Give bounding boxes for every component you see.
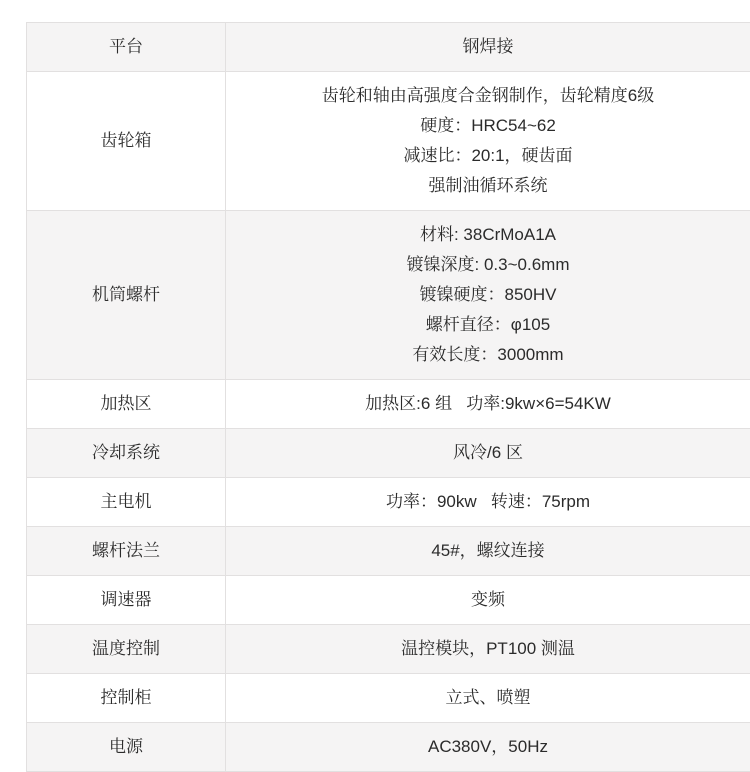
value-line: AC380V，50Hz [232,732,744,762]
value-line: 45#，螺纹连接 [232,536,744,566]
table-row [27,527,750,576]
row-label: 调速器 [27,576,226,625]
value-line: 变频 [232,585,744,615]
table-row [27,380,750,429]
row-value [226,429,750,478]
row-value [226,576,750,625]
value-line: 立式、喷塑 [232,683,744,713]
value-line: 强制油循环系统 [232,171,744,201]
specification-table [26,22,750,772]
table-row [27,72,750,211]
row-label: 主电机 [27,478,226,527]
row-value [226,23,750,72]
row-label: 控制柜 [27,674,226,723]
value-line: 螺杆直径：φ105 [232,310,744,340]
value-line: 硬度：HRC54~62 [232,111,744,141]
row-value [226,211,750,380]
value-line: 温控模块，PT100 测温 [232,634,744,664]
row-value [226,380,750,429]
value-line: 镀镍深度: 0.3~0.6mm [232,250,744,280]
table-row [27,211,750,380]
row-label: 冷却系统 [27,429,226,478]
row-label: 螺杆法兰 [27,527,226,576]
value-line: 功率：90kw 转速：75rpm [232,487,744,517]
row-value [226,478,750,527]
table-body [27,23,750,772]
value-line: 钢焊接 [232,32,744,62]
row-value [226,625,750,674]
row-label: 平台 [27,23,226,72]
row-value [226,72,750,211]
table-row [27,625,750,674]
row-label: 加热区 [27,380,226,429]
row-value [226,723,750,772]
table-row [27,429,750,478]
row-label: 机筒螺杆 [27,211,226,380]
value-line: 材料: 38CrMoA1A [232,220,744,250]
value-line: 减速比：20:1，硬齿面 [232,141,744,171]
table-row [27,723,750,772]
table-row [27,478,750,527]
row-value [226,527,750,576]
value-line: 镀镍硬度：850HV [232,280,744,310]
row-label: 电源 [27,723,226,772]
value-line: 齿轮和轴由高强度合金钢制作，齿轮精度6级 [232,81,744,111]
value-line: 有效长度：3000mm [232,340,744,370]
value-line: 风冷/6 区 [232,438,744,468]
row-label: 齿轮箱 [27,72,226,211]
table-row [27,23,750,72]
value-line: 加热区:6 组 功率:9kw×6=54KW [232,389,744,419]
row-label: 温度控制 [27,625,226,674]
table-row [27,576,750,625]
